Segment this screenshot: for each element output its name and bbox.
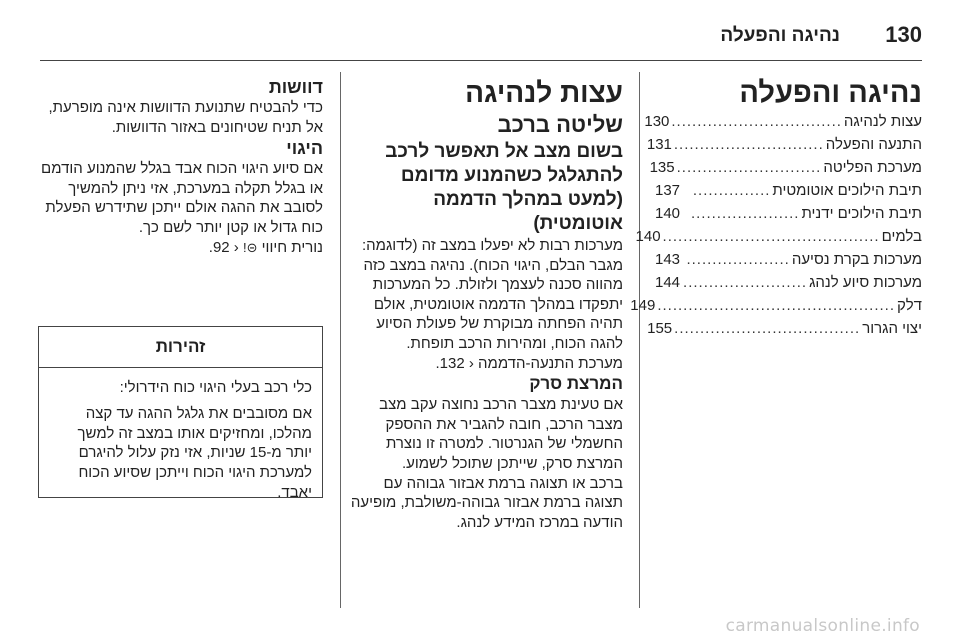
page-header [40, 14, 922, 54]
toc-entry-title: מערכות סיוע לנהג [809, 274, 922, 291]
toc-entry-page: 149 [630, 297, 656, 314]
toc-entry-page: 137 [655, 182, 681, 199]
chapter-contents-column [630, 76, 922, 340]
toc-leader-dots: ............................. [673, 136, 824, 153]
toc-entry-page: 143 [655, 251, 681, 268]
toc-entry-page: 131 [646, 136, 672, 153]
power-steering-warning-icon: ⊝! [242, 239, 258, 255]
idle-boost-paragraph: אם טעינת מצבר הרכב נחוצה עקב מצב מצבר הרכב, חובה להגביר את ההספק החשמלי של הגנרטור. למטרה זו נוצרת המרצת סרק, שייתכן שתוכל לשמוע. [379, 396, 623, 472]
start-stop-reference: מערכת התנעה-הדממה ‹ 132. [435, 354, 623, 372]
caution-body [39, 368, 322, 503]
caution-line-2: אם מסובבים את גלגל ההגה עד קצה מהלכו, ומחזיקים אותו במצב זה למשך יותר מ-15 שניות, אזי נזק עלול להיגרם למערכת היגוי הכוח וייתכן שסיוע הכוח יאבד. [77, 404, 312, 501]
toc-entry-page: 140 [635, 228, 661, 245]
idle-boost-display-paragraph: ברכב או תצוגה ברמת אבזור גבוהה עם תצוגה ברמת אבזור גבוהה-משולבת, מופיעה הודעה במרכז המידע לנהג. [350, 474, 623, 531]
toc-entry-page: 135 [649, 159, 675, 176]
toc-entry-title: מערכות בקרת נסיעה [791, 251, 922, 268]
warning-light-page-ref: ‹ 92. [208, 238, 239, 256]
toc-entry-page: 155 [647, 320, 673, 337]
header-rule [40, 60, 922, 61]
table-of-contents [630, 110, 922, 340]
idle-boost-heading: המרצת סרק [529, 374, 623, 394]
warning-light-reference [38, 238, 323, 258]
subsection-title: שליטה ברכב [497, 112, 623, 137]
toc-leader-dots: .................................... [674, 320, 861, 337]
toc-entry-title: יצוי הגרור [862, 320, 922, 337]
pedals-heading: דוושות [268, 77, 323, 97]
chapter-title: נהיגה והפעלה [739, 77, 922, 109]
toc-entry-title: עצות לנהיגה [843, 113, 922, 130]
steering-paragraph: אם סיוע היגוי הכוח אבד בגלל שהמנוע הודמם או בגלל תקלה במערכת, אזי ניתן להמשיך לסובב את ההגה אולם ייתכן שתידרש הפעלת כוח גדול או קטן יותר לשם כך. [41, 160, 323, 236]
watermark: carmanualsonline.info [725, 616, 920, 636]
warning-light-label: נורית חיווי [261, 238, 323, 256]
column-divider-left [340, 72, 341, 608]
toc-entry[interactable] [647, 317, 922, 340]
pedals-steering-column [38, 76, 323, 257]
coasting-heading: בשום מצב אל תאפשר לרכב להתגלגל כשהמנוע מדומם (למעט במהלך הדממה אוטומטית) [385, 141, 623, 234]
steering-heading: היגוי [286, 138, 323, 159]
toc-leader-dots: .......................................... [662, 228, 880, 245]
driving-tips-column [347, 76, 623, 532]
toc-entry[interactable] [644, 110, 922, 133]
toc-entry[interactable] [655, 248, 922, 271]
toc-leader-dots: ............................ [676, 159, 822, 176]
caution-title: זהירות [39, 327, 322, 368]
toc-entry-title: תיבת הילוכים אוטומטית [772, 182, 922, 199]
toc-entry-title: בלמים [881, 228, 922, 245]
column-divider-right [639, 72, 640, 608]
toc-leader-dots: ..................... [690, 205, 800, 222]
toc-entry-title: דלק [897, 297, 922, 314]
coasting-paragraph: מערכות רבות לא יפעלו במצב זה (לדוגמה: מגבר הבלם, היגוי הכוח). נהיגה במצב כזה מהווה סכנה לעצמך ולזולת. כל המערכות יתפקדו במהלך הדממה אוטומטית, אולם תהיה הפחתה מבוקרת של פעולת הסיוע להגה הכוח, ומהירות הרכב תופחת. [361, 237, 623, 352]
toc-entry[interactable] [655, 202, 922, 225]
section-title: עצות לנהיגה [465, 77, 623, 108]
pedals-paragraph: כדי להבטיח שתנועת הדוושות אינה מופרעת, אל תניח שטיחונים באזור הדוושות. [48, 99, 323, 136]
caution-line-1: כלי רכב בעלי היגוי כוח הידרולי: [119, 379, 312, 396]
page-number: 130 [885, 22, 922, 47]
toc-entry-page: 140 [655, 205, 681, 222]
caution-box [38, 326, 323, 501]
running-title: נהיגה והפעלה [720, 25, 840, 46]
toc-entry[interactable] [655, 179, 922, 202]
toc-entry[interactable] [635, 225, 922, 248]
toc-entry[interactable] [630, 294, 922, 317]
toc-leader-dots: .................... [686, 251, 790, 268]
toc-entry[interactable] [655, 271, 922, 294]
toc-entry-title: מערכת הפליטה [823, 159, 922, 176]
toc-leader-dots: .............................................. [657, 297, 896, 314]
toc-entry-title: התנעה והפעלה [825, 136, 922, 153]
toc-entry-page: 144 [655, 274, 681, 291]
toc-entry[interactable] [646, 133, 922, 156]
toc-leader-dots: ........................ [683, 274, 808, 291]
toc-entry-page: 130 [644, 113, 670, 130]
toc-leader-dots: ............... [692, 182, 771, 199]
toc-leader-dots: ................................. [671, 113, 842, 130]
toc-entry-title: תיבת הילוכים ידנית [801, 205, 922, 222]
toc-entry[interactable] [649, 156, 922, 179]
